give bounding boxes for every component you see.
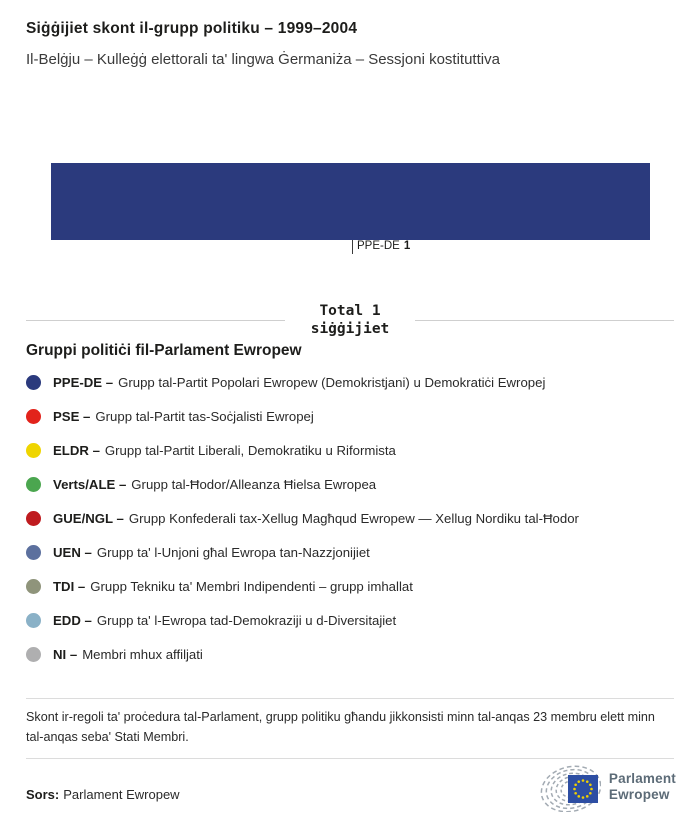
source-value: Parlament Ewropew: [63, 787, 180, 802]
total-label: [285, 302, 416, 338]
total-line2: siġġijiet: [310, 321, 390, 337]
legend-abbr: NI –: [53, 646, 78, 662]
legend-dot: [26, 409, 41, 424]
legend-desc: Grupp tal-Partit tas-Soċjalisti Ewropej: [95, 408, 314, 424]
legend-abbr: TDI –: [53, 578, 86, 594]
legend-item: [26, 399, 674, 433]
legend-dot: [26, 579, 41, 594]
legend-item: [26, 535, 674, 569]
ep-logo-text-line1: Parlament: [608, 771, 676, 787]
total-line1: Total 1: [319, 303, 381, 319]
legend-desc: Grupp tal-Partit Popolari Ewropew (Demokristjani) u Demokratiċi Ewropej: [118, 374, 546, 390]
source-line: [26, 787, 180, 802]
seat-count: 1: [403, 240, 411, 252]
legend-dot: [26, 545, 41, 560]
legend-desc: Grupp tal-Ħodor/Alleanza Ħielsa Ewropea: [131, 476, 377, 492]
legend: [26, 365, 674, 671]
legend-abbr: Verts/ALE –: [53, 476, 127, 492]
legend-desc: Grupp Konfederali tax-Xellug Magħqud Ewropew — Xellug Nordiku tal-Ħodor: [128, 510, 579, 526]
legend-heading: Gruppi politiċi fil-Parlament Ewropew: [26, 342, 302, 359]
legend-abbr: GUE/NGL –: [53, 510, 124, 526]
bar-tick-label: [357, 240, 410, 252]
legend-item: [26, 501, 674, 535]
source-label: Sors:: [26, 787, 60, 802]
legend-desc: Grupp tal-Partit Liberali, Demokratiku u Riformista: [104, 442, 396, 458]
legend-dot: [26, 477, 41, 492]
total-divider-right: [415, 320, 674, 321]
seats-bar: [51, 163, 650, 240]
ep-logo-text: [609, 771, 676, 803]
legend-desc: Grupp ta' l-Ewropa tad-Demokraziji u d-Diversitajiet: [96, 612, 397, 628]
legend-desc: Grupp ta' l-Unjoni għal Ewropa tan-Nazzjonijiet: [96, 544, 370, 560]
legend-abbr: UEN –: [53, 544, 92, 560]
legend-abbr: PPE-DE –: [53, 374, 114, 390]
chart-title: Siġġijiet skont il-grupp politiku – 1999–2004: [26, 20, 358, 37]
legend-item: [26, 365, 674, 399]
legend-item: [26, 467, 674, 501]
legend-item: [26, 433, 674, 467]
legend-dot: [26, 443, 41, 458]
legend-item: [26, 603, 674, 637]
ep-logo-text-line2: Ewropew: [608, 787, 670, 802]
legend-dot: [26, 511, 41, 526]
legend-abbr: EDD –: [53, 612, 92, 628]
legend-dot: [26, 375, 41, 390]
legend-item: [26, 569, 674, 603]
ep-logo: [531, 762, 676, 812]
legend-dot: [26, 613, 41, 628]
legend-abbr: PSE –: [53, 408, 91, 424]
bar-tick: [352, 240, 353, 254]
legend-item: [26, 637, 674, 671]
legend-dot: [26, 647, 41, 662]
bar-segment: [51, 163, 650, 240]
legend-desc: Grupp Tekniku ta' Membri Indipendenti – grupp imhallat: [90, 578, 413, 594]
ep-logo-hemicycle-icon: [531, 762, 601, 812]
total-divider-left: [26, 320, 285, 321]
ep-logo-flag-icon: [568, 775, 598, 803]
legend-desc: Membri mhux affiljati: [82, 646, 203, 662]
legend-abbr: ELDR –: [53, 442, 100, 458]
chart-subtitle: Il-Belġju – Kulleġġ elettorali ta' lingwa Ġermaniża – Sessjoni kostituttiva: [26, 51, 500, 68]
group-abbr: PPE-DE: [357, 240, 400, 252]
total-row: [26, 302, 674, 338]
footnote: Skont ir-regoli ta' proċedura tal-Parlament, grupp politiku għandu jikkonsisti minn tal-anqas 23 membru elett minn tal-anqas seba' Stati Membri.: [26, 698, 674, 759]
